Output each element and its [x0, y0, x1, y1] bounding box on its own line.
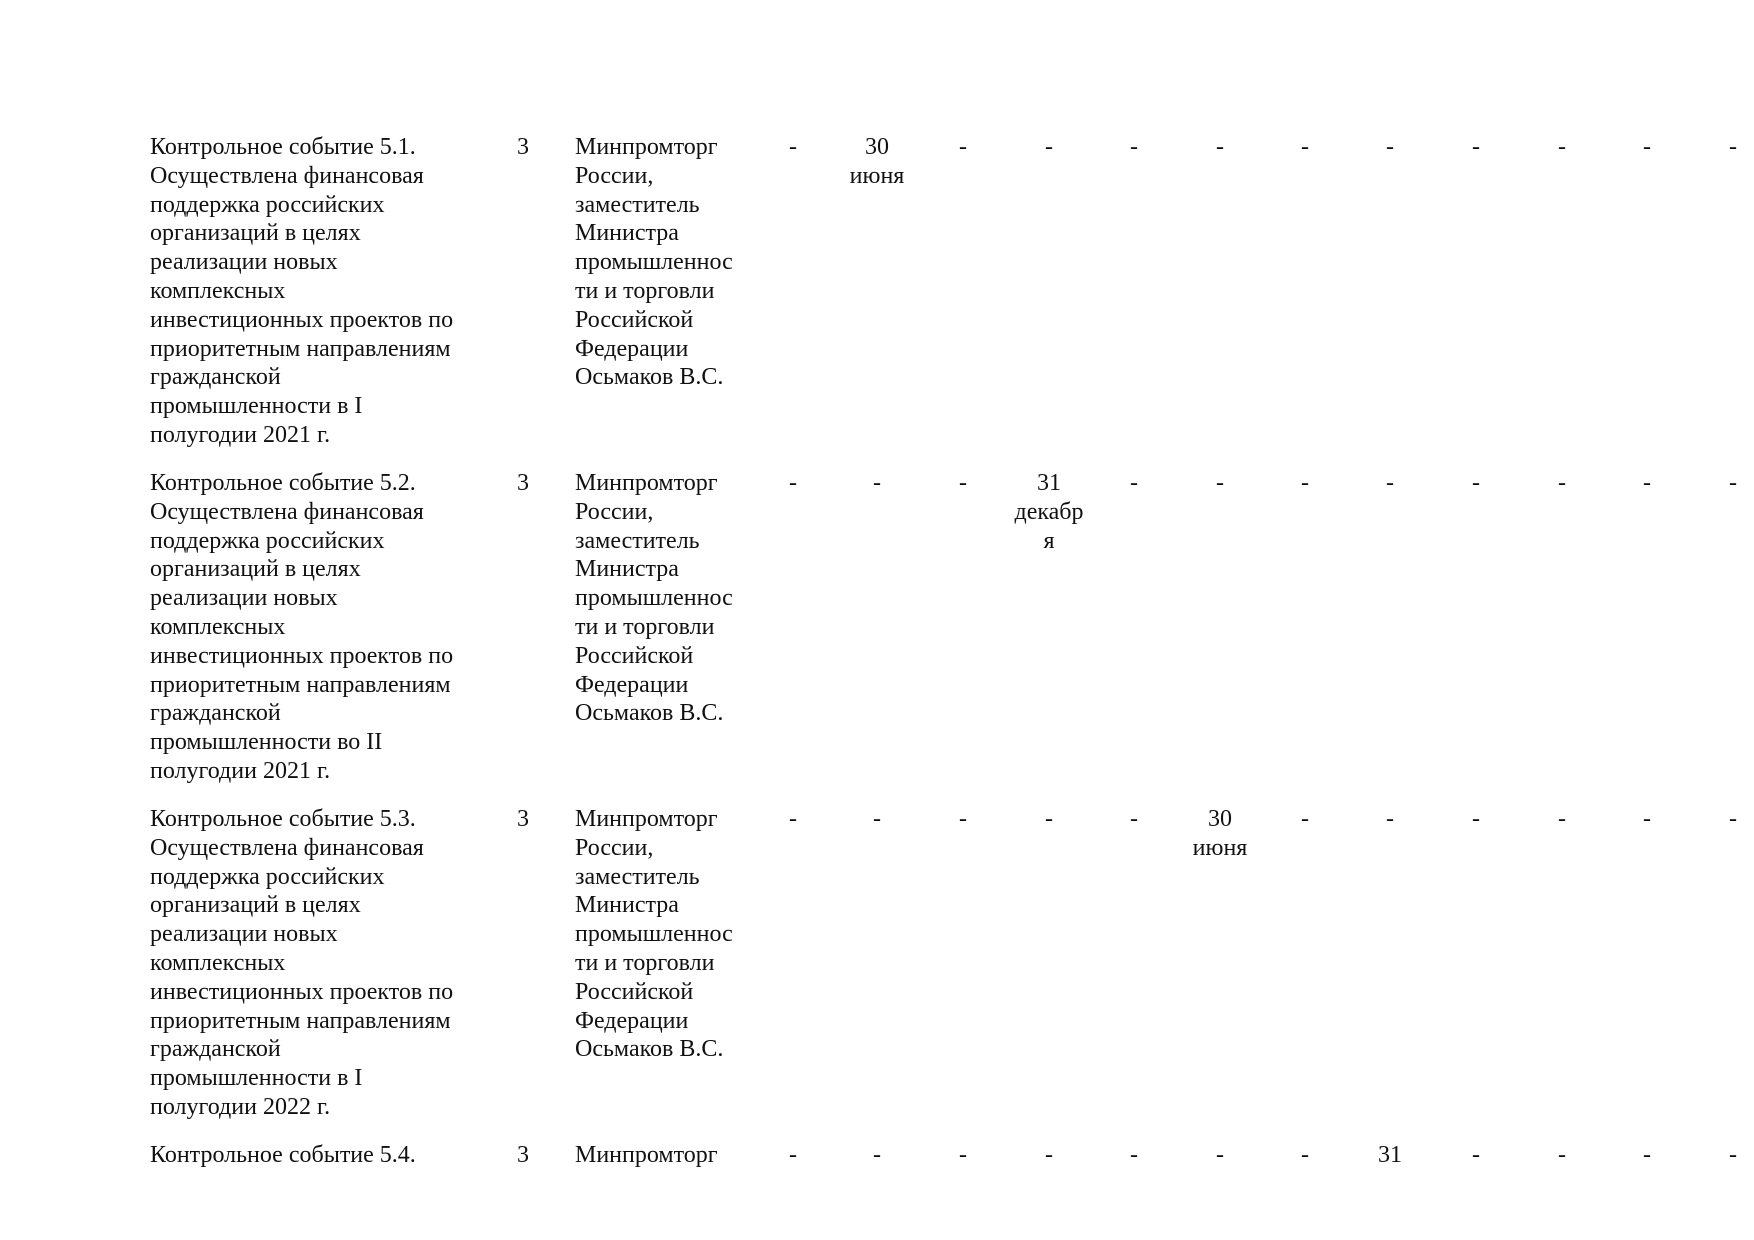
text-line: Минпромторг	[575, 1142, 718, 1168]
schedule-text: -	[1301, 1142, 1309, 1168]
schedule-text: декабр	[1014, 498, 1084, 525]
control-event-description	[150, 805, 480, 1122]
schedule-text: -	[959, 470, 967, 496]
text-line: ти и торговли	[575, 613, 715, 640]
text-line: полугодии 2022 г.	[150, 1093, 331, 1120]
text-line: Минпромторг	[575, 470, 718, 496]
text-line: Федерации	[575, 671, 689, 698]
schedule-text: -	[1045, 134, 1053, 160]
text-line: поддержка российских	[150, 191, 385, 218]
schedule-text: -	[1130, 806, 1138, 832]
schedule-text: -	[1301, 470, 1309, 496]
control-event-description	[150, 469, 480, 786]
schedule-text: -	[1729, 470, 1737, 496]
schedule-cell	[1263, 1141, 1347, 1170]
schedule-text: -	[1386, 470, 1394, 496]
schedule-text: -	[789, 1142, 797, 1168]
text-line: реализации новых	[150, 585, 338, 612]
responsible-executor	[575, 469, 755, 728]
schedule-text: -	[1729, 1142, 1737, 1168]
text-line: Министра	[575, 892, 679, 919]
control-event-description	[150, 133, 480, 450]
schedule-text: -	[1130, 1142, 1138, 1168]
schedule-cell	[1263, 133, 1347, 162]
schedule-text: -	[1301, 806, 1309, 832]
schedule-text: -	[1216, 1142, 1224, 1168]
schedule-cell	[1691, 805, 1754, 834]
schedule-text: -	[1558, 134, 1566, 160]
schedule-text: -	[1472, 1142, 1480, 1168]
text-line: промышленности во II	[150, 729, 383, 756]
schedule-cell	[1348, 133, 1432, 162]
text-line: ти и торговли	[575, 949, 715, 976]
schedule-text: -	[1643, 470, 1651, 496]
text-line: Осьмаков В.С.	[575, 1036, 724, 1063]
schedule-cell	[1434, 1141, 1518, 1170]
schedule-text: -	[1558, 1142, 1566, 1168]
schedule-cell	[921, 469, 1005, 498]
schedule-text: -	[1729, 134, 1737, 160]
schedule-cell	[835, 1141, 919, 1170]
schedule-text: -	[959, 806, 967, 832]
text-line: инвестиционных проектов по	[150, 978, 454, 1005]
text-line: организаций в целях	[150, 220, 361, 247]
schedule-cell	[1520, 469, 1604, 498]
text-line: приоритетным направлениям	[150, 671, 451, 698]
text-line: комплексных	[150, 277, 286, 304]
schedule-cell	[1092, 469, 1176, 498]
schedule-cell	[751, 1141, 835, 1170]
schedule-text: 31	[1037, 470, 1061, 496]
text-line: комплексных	[150, 613, 286, 640]
schedule-cell	[1691, 1141, 1754, 1170]
responsible-executor	[575, 1141, 755, 1170]
schedule-text: -	[1558, 470, 1566, 496]
schedule-cell	[835, 469, 919, 498]
schedule-cell	[921, 133, 1005, 162]
schedule-cell	[1605, 805, 1689, 834]
text-line: гражданской	[150, 364, 281, 391]
text-line: заместитель	[575, 527, 700, 554]
schedule-cell	[1434, 805, 1518, 834]
schedule-cell	[1605, 1141, 1689, 1170]
responsible-executor	[575, 133, 755, 392]
text-line: Осуществлена финансовая	[150, 834, 424, 861]
text-line: Контрольное событие 5.2.	[150, 470, 416, 496]
schedule-text: -	[1558, 806, 1566, 832]
schedule-text: -	[1472, 806, 1480, 832]
text-line: Федерации	[575, 335, 689, 362]
schedule-text: -	[1472, 134, 1480, 160]
schedule-cell	[1007, 133, 1091, 162]
text-line: Осьмаков В.С.	[575, 700, 724, 727]
schedule-text: -	[789, 806, 797, 832]
schedule-text: -	[873, 1142, 881, 1168]
schedule-text: -	[1643, 134, 1651, 160]
schedule-cell	[1092, 805, 1176, 834]
schedule-cell	[1348, 1141, 1432, 1170]
schedule-text: -	[1729, 806, 1737, 832]
text-line: Контрольное событие 5.3.	[150, 806, 416, 832]
schedule-cell	[1605, 469, 1689, 498]
schedule-text: -	[1472, 470, 1480, 496]
text-line: приоритетным направлениям	[150, 335, 451, 362]
text-line: Контрольное событие 5.4.	[150, 1142, 416, 1168]
schedule-cell	[1178, 133, 1262, 162]
text-line: гражданской	[150, 700, 281, 727]
schedule-cell	[1178, 469, 1262, 498]
schedule-cell	[1348, 469, 1432, 498]
schedule-text: -	[1386, 806, 1394, 832]
responsible-executor	[575, 805, 755, 1064]
schedule-cell	[1092, 1141, 1176, 1170]
text-line: Осуществлена финансовая	[150, 162, 424, 189]
schedule-cell	[751, 133, 835, 162]
text-line: Министра	[575, 556, 679, 583]
text-line: России,	[575, 834, 654, 861]
schedule-text: -	[1216, 470, 1224, 496]
schedule-text: -	[1643, 806, 1651, 832]
level-value: 3	[517, 806, 529, 832]
schedule-text: -	[1130, 134, 1138, 160]
schedule-text: -	[1216, 134, 1224, 160]
text-line: Министра	[575, 220, 679, 247]
text-line: Российской	[575, 978, 694, 1005]
text-line: полугодии 2021 г.	[150, 757, 331, 784]
text-line: Минпромторг	[575, 806, 718, 832]
text-line: Осуществлена финансовая	[150, 498, 424, 525]
text-line: промышленнос	[575, 921, 733, 948]
text-line: комплексных	[150, 949, 286, 976]
text-line: инвестиционных проектов по	[150, 306, 454, 333]
schedule-text: -	[959, 1142, 967, 1168]
text-line: промышленности в I	[150, 393, 363, 420]
schedule-cell	[1605, 133, 1689, 162]
control-event-description	[150, 1141, 480, 1170]
text-line: поддержка российских	[150, 863, 385, 890]
schedule-cell	[1520, 805, 1604, 834]
schedule-text: июня	[849, 162, 905, 189]
text-line: России,	[575, 498, 654, 525]
schedule-cell	[751, 469, 835, 498]
text-line: ти и торговли	[575, 277, 715, 304]
text-line: промышленнос	[575, 585, 733, 612]
text-line: реализации новых	[150, 921, 338, 948]
text-line: инвестиционных проектов по	[150, 642, 454, 669]
schedule-text: июня	[1192, 834, 1248, 861]
schedule-text: -	[1045, 806, 1053, 832]
schedule-text: -	[873, 806, 881, 832]
schedule-cell	[1348, 805, 1432, 834]
text-line: Контрольное событие 5.1.	[150, 134, 416, 160]
schedule-text: -	[1130, 470, 1138, 496]
schedule-text: -	[1045, 1142, 1053, 1168]
text-line: приоритетным направлениям	[150, 1007, 451, 1034]
level-value: 3	[517, 134, 529, 160]
schedule-cell	[835, 805, 919, 834]
schedule-text: -	[1301, 134, 1309, 160]
schedule-cell	[1691, 469, 1754, 498]
text-line: России,	[575, 162, 654, 189]
text-line: промышленнос	[575, 249, 733, 276]
schedule-cell	[1520, 1141, 1604, 1170]
schedule-cell	[751, 805, 835, 834]
text-line: полугодии 2021 г.	[150, 421, 331, 448]
schedule-text: -	[789, 470, 797, 496]
schedule-text: -	[789, 134, 797, 160]
schedule-text: -	[1386, 134, 1394, 160]
text-line: Российской	[575, 642, 694, 669]
schedule-cell	[1178, 805, 1262, 863]
schedule-cell	[1434, 133, 1518, 162]
schedule-cell	[1007, 469, 1091, 555]
schedule-text: 31	[1378, 1142, 1402, 1168]
text-line: Российской	[575, 306, 694, 333]
text-line: гражданской	[150, 1036, 281, 1063]
schedule-cell	[835, 133, 919, 191]
text-line: заместитель	[575, 191, 700, 218]
schedule-cell	[1178, 1141, 1262, 1170]
schedule-cell	[1263, 469, 1347, 498]
schedule-text: -	[873, 470, 881, 496]
schedule-text: я	[1043, 527, 1055, 554]
schedule-cell	[1691, 133, 1754, 162]
schedule-cell	[1007, 805, 1091, 834]
text-line: промышленности в I	[150, 1065, 363, 1092]
schedule-cell	[1263, 805, 1347, 834]
schedule-text: -	[959, 134, 967, 160]
level-value: 3	[517, 1142, 529, 1168]
text-line: организаций в целях	[150, 892, 361, 919]
text-line: Минпромторг	[575, 134, 718, 160]
schedule-text: 30	[1208, 806, 1232, 832]
text-line: поддержка российских	[150, 527, 385, 554]
text-line: реализации новых	[150, 249, 338, 276]
schedule-cell	[921, 805, 1005, 834]
schedule-text: -	[1643, 1142, 1651, 1168]
text-line: организаций в целях	[150, 556, 361, 583]
text-line: Федерации	[575, 1007, 689, 1034]
schedule-cell	[921, 1141, 1005, 1170]
schedule-cell	[1434, 469, 1518, 498]
schedule-cell	[1007, 1141, 1091, 1170]
schedule-cell	[1520, 133, 1604, 162]
level-value: 3	[517, 470, 529, 496]
schedule-text: 30	[865, 134, 889, 160]
schedule-cell	[1092, 133, 1176, 162]
text-line: Осьмаков В.С.	[575, 364, 724, 391]
text-line: заместитель	[575, 863, 700, 890]
